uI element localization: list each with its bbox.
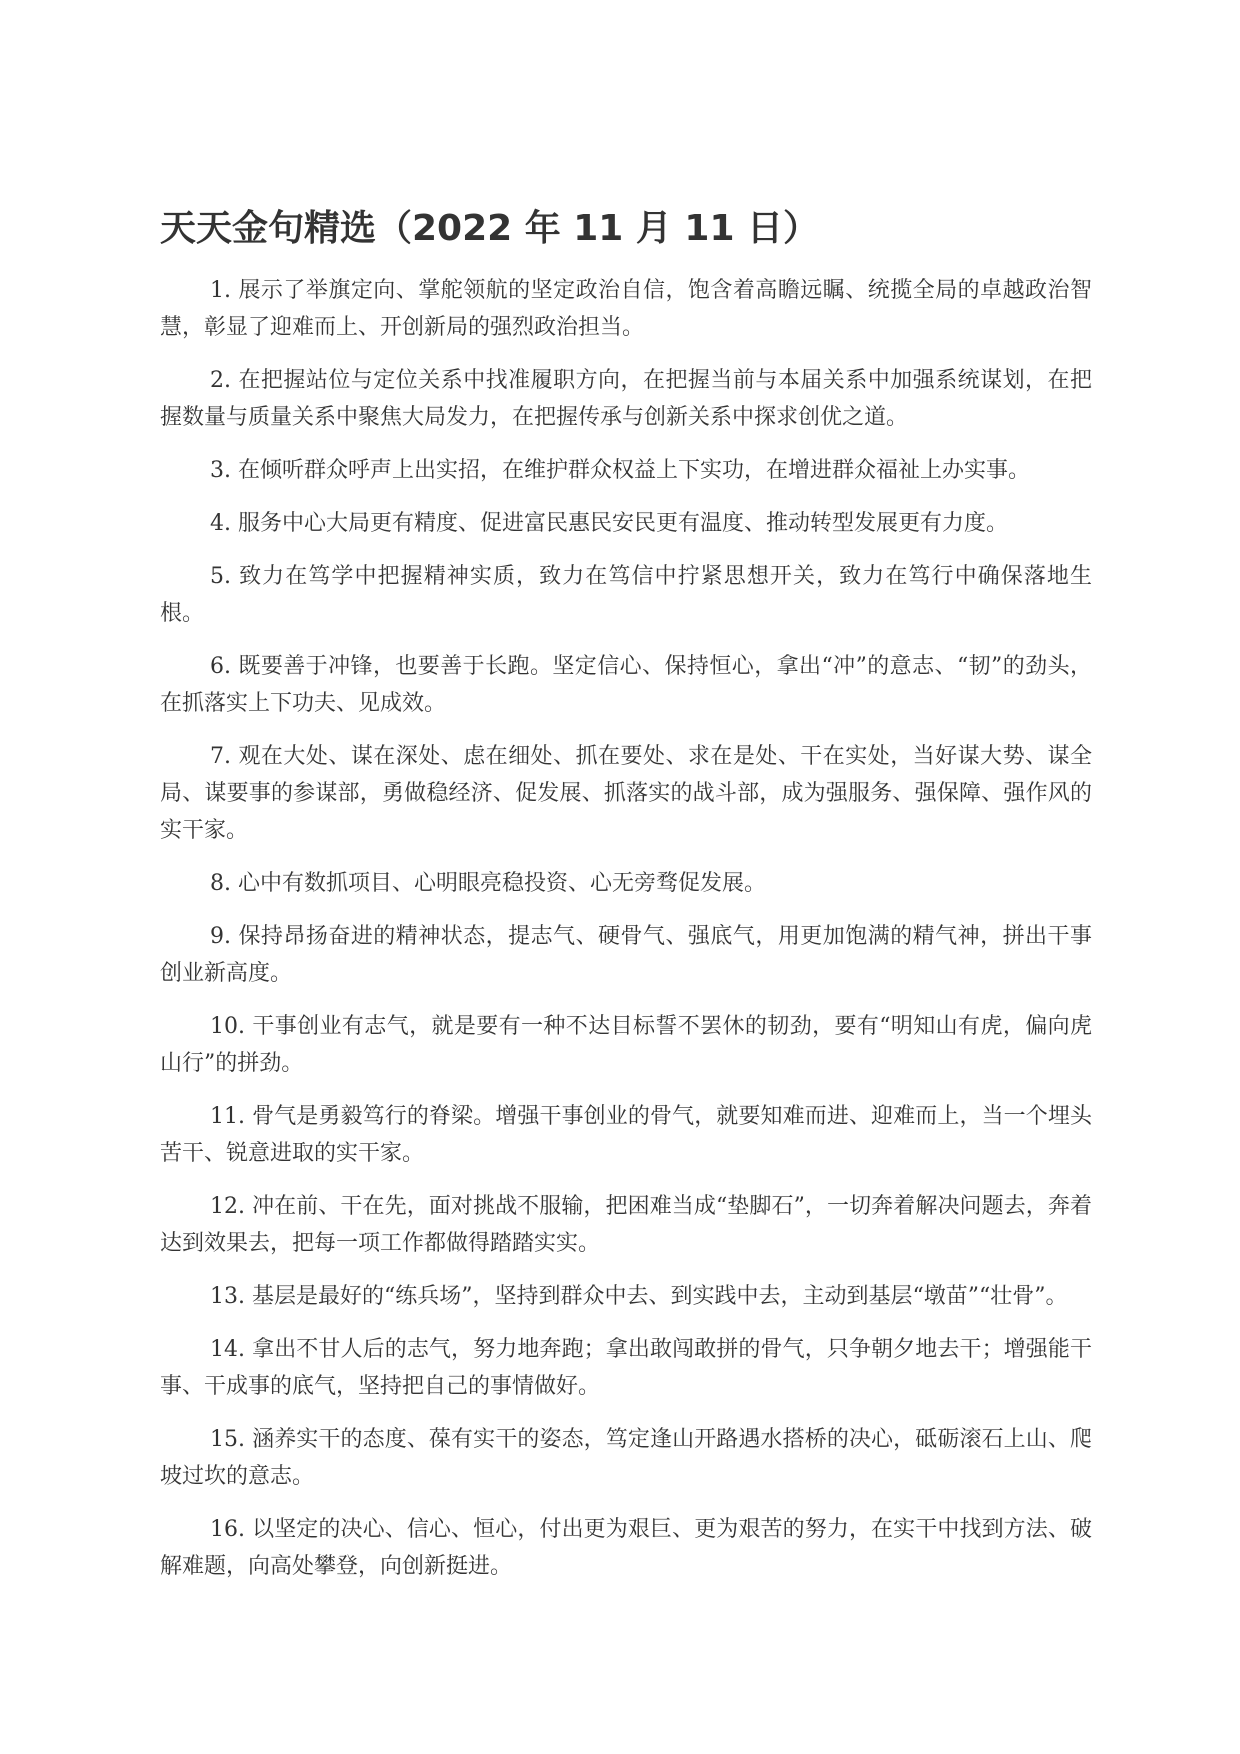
quote-paragraph-4: 4. 服务中心大局更有精度、促进富民惠民安民更有温度、推动转型发展更有力度。	[210, 511, 1008, 536]
quote-paragraph-12: 12. 冲在前、干在先，面对挑战不服输，把困难当成“垫脚石”，一切奔着解决问题去，奔着达到效果去，把每一项工作都做得踏踏实实。	[160, 1194, 1092, 1256]
quote-paragraph-16: 16. 以坚定的决心、信心、恒心，付出更为艰巨、更为艰苦的努力，在实干中找到方法、破解难题，向高处攀登，向创新挺进。	[160, 1517, 1092, 1579]
quote-paragraph-10: 10. 干事创业有志气，就是要有一种不达目标誓不罢休的韧劲，要有“明知山有虎，偏向虎山行”的拼劲。	[160, 1014, 1092, 1076]
quote-paragraph-15: 15. 涵养实干的态度、葆有实干的姿态，笃定逢山开路遇水搭桥的决心，砥砺滚石上山、爬坡过坎的意志。	[160, 1427, 1092, 1489]
quote-paragraph-11: 11. 骨气是勇毅笃行的脊梁。增强干事创业的骨气，就要知难而进、迎难而上，当一个埋头苦干、锐意进取的实干家。	[160, 1104, 1092, 1166]
quote-paragraph-9: 9. 保持昂扬奋进的精神状态，提志气、硬骨气、强底气，用更加饱满的精气神，拼出干事创业新高度。	[160, 924, 1092, 986]
quote-paragraph-1: 1. 展示了举旗定向、掌舵领航的坚定政治自信，饱含着高瞻远瞩、统揽全局的卓越政治智慧，彰显了迎难而上、开创新局的强烈政治担当。	[160, 278, 1092, 340]
quote-paragraph-5: 5. 致力在笃学中把握精神实质，致力在笃信中拧紧思想开关，致力在笃行中确保落地生根。	[160, 564, 1092, 626]
document-body	[160, 272, 1092, 1601]
quote-paragraph-14: 14. 拿出不甘人后的志气，努力地奔跑；拿出敢闯敢拼的骨气，只争朝夕地去干；增强能干事、干成事的底气，坚持把自己的事情做好。	[160, 1337, 1092, 1399]
quote-paragraph-7: 7. 观在大处、谋在深处、虑在细处、抓在要处、求在是处、干在实处，当好谋大势、谋全局、谋要事的参谋部，勇做稳经济、促发展、抓落实的战斗部，成为强服务、强保障、强作风的实干家。	[160, 744, 1092, 843]
quote-paragraph-8: 8. 心中有数抓项目、心明眼亮稳投资、心无旁骛促发展。	[210, 871, 766, 896]
quote-paragraph-3: 3. 在倾听群众呼声上出实招，在维护群众权益上下实功，在增进群众福祉上办实事。	[210, 458, 1030, 483]
document-title: 天天金句精选（2022 年 11 月 11 日）	[160, 208, 820, 249]
quote-paragraph-6: 6. 既要善于冲锋，也要善于长跑。坚定信心、保持恒心，拿出“冲”的意志、“韧”的劲头，在抓落实上下功夫、见成效。	[160, 654, 1092, 716]
quote-paragraph-13: 13. 基层是最好的“练兵场”，坚持到群众中去、到实践中去，主动到基层“墩苗”“壮骨”。	[210, 1284, 1068, 1309]
quote-paragraph-2: 2. 在把握站位与定位关系中找准履职方向，在把握当前与本届关系中加强系统谋划，在把握数量与质量关系中聚焦大局发力，在把握传承与创新关系中探求创优之道。	[160, 368, 1092, 430]
